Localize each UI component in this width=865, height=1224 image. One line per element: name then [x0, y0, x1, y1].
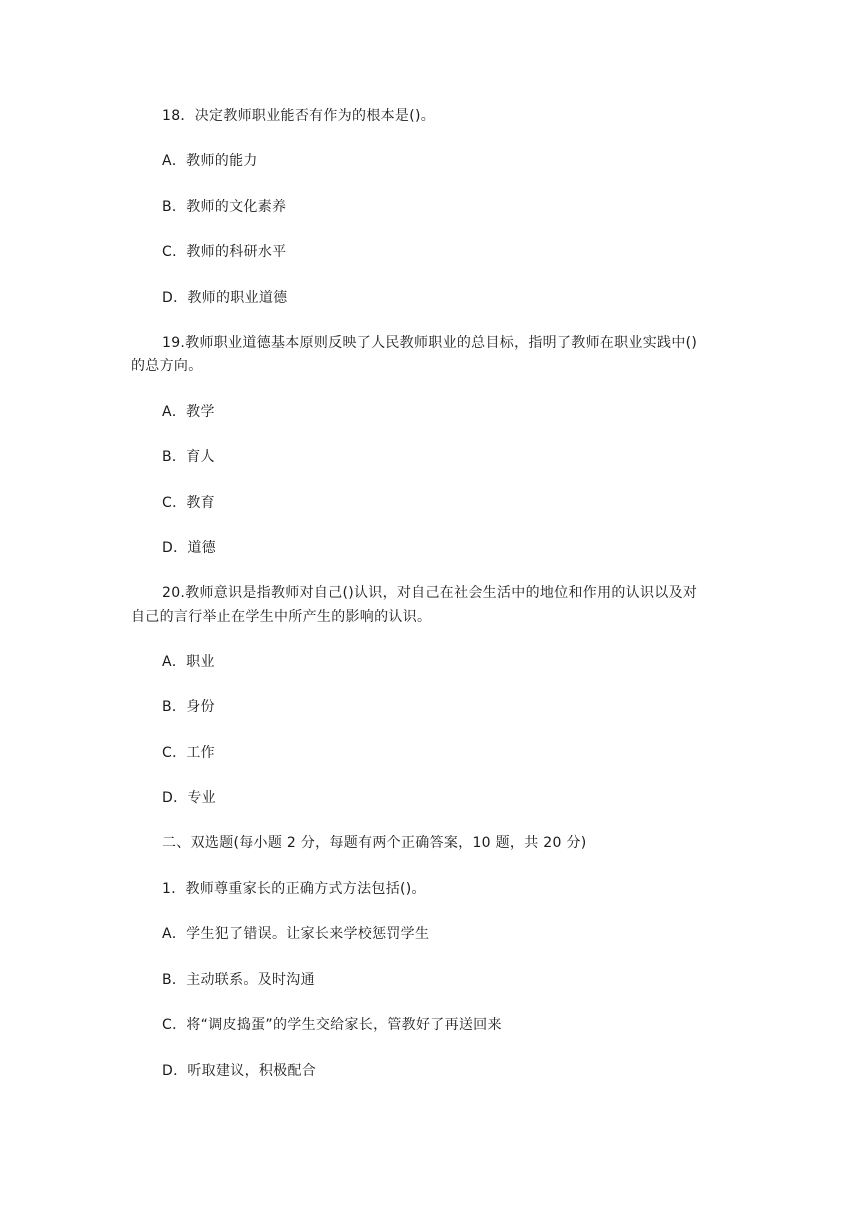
section-question-1-option-d: D．听取建议，积极配合 — [162, 1063, 317, 1079]
question-18-stem: 18．决定教师职业能否有作为的根本是()。 — [162, 108, 436, 124]
question-20-option-a: A．职业 — [162, 654, 215, 670]
question-19-stem-line-2: 的总方向。 — [131, 358, 203, 374]
question-19-option-a: A．教学 — [162, 404, 215, 420]
section-question-1-option-a: A．学生犯了错误。让家长来学校惩罚学生 — [162, 926, 430, 942]
question-18-option-b: B．教师的文化素养 — [162, 199, 287, 215]
question-20-stem-line-2: 自己的言行举止在学生中所产生的影响的认识。 — [131, 609, 432, 625]
question-20-option-b: B．身份 — [162, 699, 215, 715]
question-19-stem-line-1: 19.教师职业道德基本原则反映了人民教师职业的总目标，指明了教师在职业实践中() — [162, 335, 698, 351]
question-19-option-d: D．道德 — [162, 540, 216, 556]
section-question-1-option-b: B．主动联系。及时沟通 — [162, 972, 315, 988]
question-18-option-c: C．教师的科研水平 — [162, 244, 287, 260]
question-19-option-c: C．教育 — [162, 495, 215, 511]
section-question-1-option-c: C．将“调皮捣蛋”的学生交给家长，管教好了再送回来 — [162, 1017, 502, 1033]
question-18-option-a: A．教师的能力 — [162, 153, 258, 169]
question-20-option-d: D．专业 — [162, 790, 216, 806]
section-question-1-stem: 1．教师尊重家长的正确方式方法包括()。 — [162, 881, 426, 897]
question-19-option-b: B．育人 — [162, 449, 215, 465]
question-20-stem-line-1: 20.教师意识是指教师对自己()认识，对自己在社会生活中的地位和作用的认识以及对 — [162, 585, 698, 601]
question-20-option-c: C．工作 — [162, 745, 215, 761]
question-18-option-d: D．教师的职业道德 — [162, 290, 288, 306]
section-heading: 二、双选题(每小题 2 分，每题有两个正确答案，10 题，共 20 分) — [162, 835, 587, 851]
